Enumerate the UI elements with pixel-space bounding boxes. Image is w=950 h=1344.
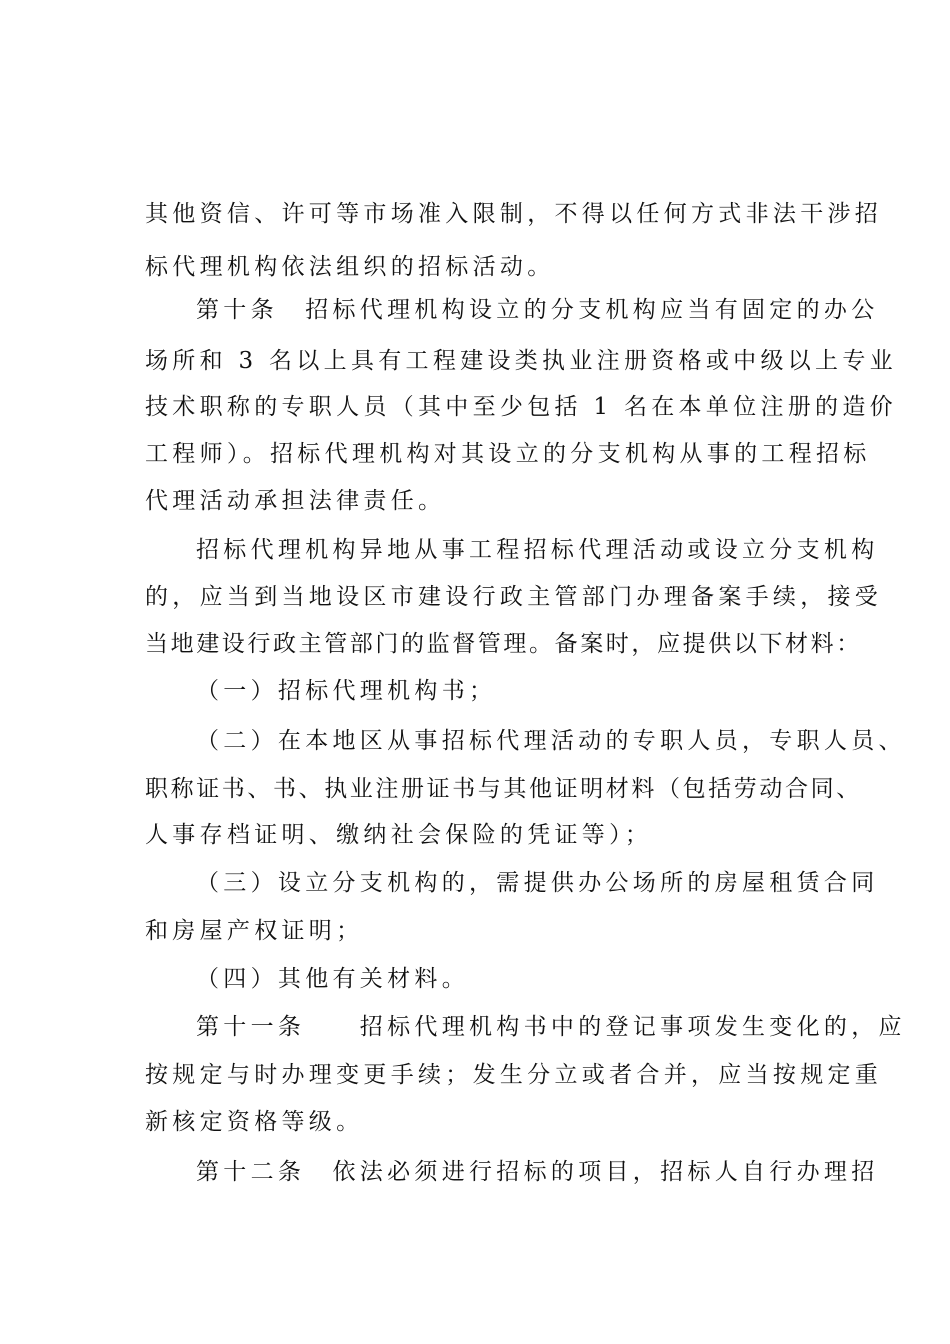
article-10-heading-line: 第十条 招标代理机构设立的分支机构应当有固定的办公: [196, 297, 879, 323]
text-line: 标代理机构依法组织的招标活动。: [145, 254, 555, 280]
article-11-heading-line: 第十一条 招标代理机构书中的登记事项发生变化的，应: [196, 1014, 906, 1040]
list-item-4: （四）其他有关材料。: [196, 966, 469, 992]
text-line: 当地建设行政主管部门的监督管理。备案时，应提供以下材料：: [145, 631, 862, 657]
text-line: 代理活动承担法律责任。: [145, 488, 446, 514]
list-item-1: （一）招标代理机构书；: [196, 678, 497, 704]
list-item-2-line: （二）在本地区从事招标代理活动的专职人员，专职人员、: [196, 728, 906, 754]
text-line: 按规定与时办理变更手续；发生分立或者合并，应当按规定重: [145, 1062, 883, 1088]
text-line: 职称证书、书、执业注册证书与其他证明材料（包括劳动合同、: [145, 776, 862, 802]
text-line: 场所和 3 名以上具有工程建设类执业注册资格或中级以上专业: [145, 348, 897, 374]
text-line: 工程师）。招标代理机构对其设立的分支机构从事的工程招标: [145, 441, 871, 467]
list-item-3-line: （三）设立分支机构的，需提供办公场所的房屋租赁合同: [196, 870, 879, 896]
text-line: 其他资信、许可等市场准入限制，不得以任何方式非法干涉招: [145, 201, 883, 227]
text-line: 新核定资格等级。: [145, 1109, 364, 1135]
paragraph-start-line: 招标代理机构异地从事工程招标代理活动或设立分支机构: [196, 537, 879, 563]
text-line: 技术职称的专职人员（其中至少包括 1 名在本单位注册的造价: [145, 394, 897, 420]
text-line: 人事存档证明、缴纳社会保险的凭证等）；: [145, 822, 653, 848]
article-12-heading-line: 第十二条 依法必须进行招标的项目，招标人自行办理招: [196, 1159, 879, 1185]
text-line: 的，应当到当地设区市建设行政主管部门办理备案手续，接受: [145, 584, 883, 610]
text-line: 和房屋产权证明；: [145, 918, 364, 944]
